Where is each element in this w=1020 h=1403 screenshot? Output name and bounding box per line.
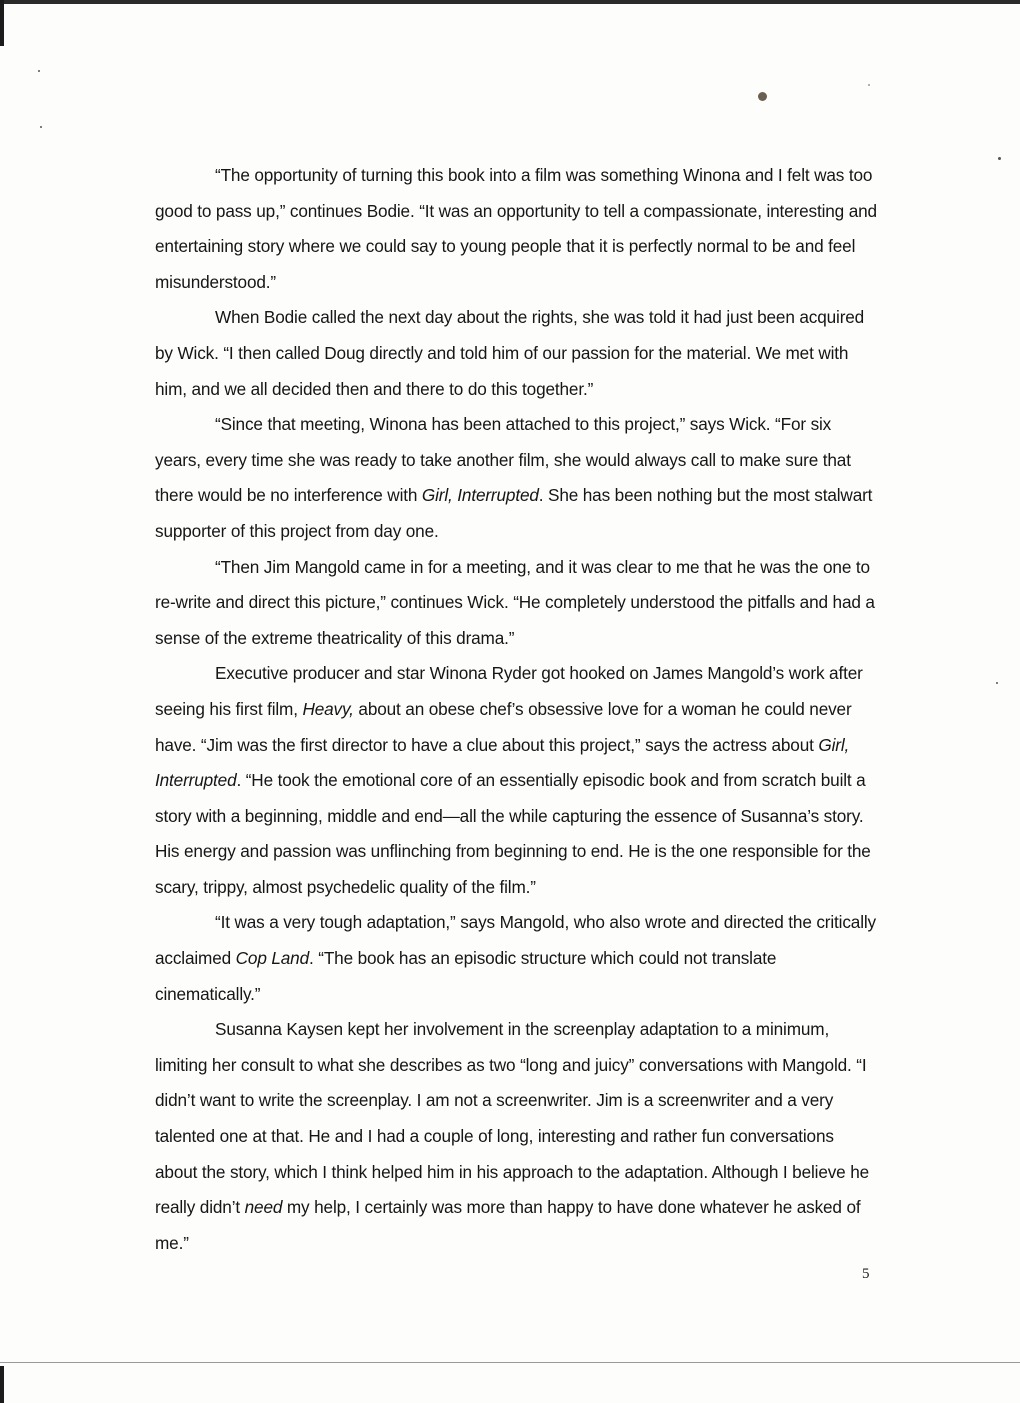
paragraph-text: . “The book has an episodic structure which could not translate cinematically.” [155,948,777,1004]
paragraph-text: . “He took the emotional core of an essentially episodic book and from scratch built a story with a beginning, middle and end—all the while capturing the essence of Susanna’s story. His energy and passion was unflinching from beginning to end. He is the one responsible for the scary, trippy, almost psychedelic quality of the film.” [155,770,871,897]
scan-speck [998,157,1001,160]
paragraph-text: Susanna Kaysen kept her involvement in the screenplay adaptation to a minimum, limiting her consult to what she describes as two “long and juicy” conversations with Mangold. “I didn’t want to write the screenplay. I am not a screenwriter. Jim is a screenwriter and a very talented one at that. He and I had a couple of long, interesting and rather fun conversations about the story, which I think helped him in his approach to the adaptation. Although I believe he really didn’t [155,1019,870,1218]
italic-title-text: Heavy, [302,698,354,719]
page-number: 5 [862,1266,870,1282]
scan-speck [40,126,42,128]
italic-title-text: Cop Land [235,948,309,969]
scan-border-left-top [0,0,4,46]
paragraph-text: “The opportunity of turning this book into a film was something Winona and I felt was too good to pass up,” continues Bodie. “It was an opportunity to tell a compassionate, interesting and entertaining story where we could say to young people that it is perfectly normal to be and feel misunderstood.” [155,165,877,292]
scan-border-left-bottom [0,1366,4,1403]
scan-speck [758,92,767,101]
paragraph-text: about an obese chef’s obsessive love for a woman he could never have. “Jim was the first director to have a clue about this project,” says the actress about [155,698,852,755]
paragraph-text: Executive producer and star Winona Ryder got hooked on James Mangold’s work after seeing his first film, [155,663,863,719]
italic-title-text: need [244,1197,283,1218]
scan-border-top [0,0,1020,4]
paragraph-text: . She has been nothing but the most stalwart supporter of this project from day one. [155,485,873,541]
italic-title-text: Girl, Interrupted [155,734,850,791]
paragraph-text: my help, I certainly was more than happy to have done whatever he asked of me.” [155,1197,861,1253]
body-text [155,158,880,1261]
paragraph-text: When Bodie called the next day about the rights, she was told it had just been acquired by Wick. “I then called Doug directly and told him of our passion for the material. We met with him, and we all decided then and there to do this together.” [155,307,865,399]
scan-speck [38,70,40,72]
paragraph-text: “It was a very tough adaptation,” says Mangold, who also wrote and directed the critically acclaimed [155,912,876,969]
scan-speck [996,682,998,684]
paragraph [155,1012,880,1261]
paragraph-text: “Then Jim Mangold came in for a meeting, and it was clear to me that he was the one to re-write and direct this picture,” continues Wick. “He completely understood the pitfalls and had a sense of the extreme theatricality of this drama.” [155,556,875,648]
paragraph [155,158,880,300]
scan-line-bottom [0,1362,1020,1363]
paragraph [155,656,880,905]
paragraph-text: “Since that meeting, Winona has been attached to this project,” says Wick. “For six years, every time she was ready to take another film, she would always call to make sure that there would be no interference with [155,414,851,506]
paragraph [155,550,880,657]
scan-speck [868,84,870,86]
paragraph [155,300,880,407]
paragraph [155,407,880,549]
paragraph [155,905,880,1012]
italic-title-text: Girl, Interrupted [421,485,539,506]
